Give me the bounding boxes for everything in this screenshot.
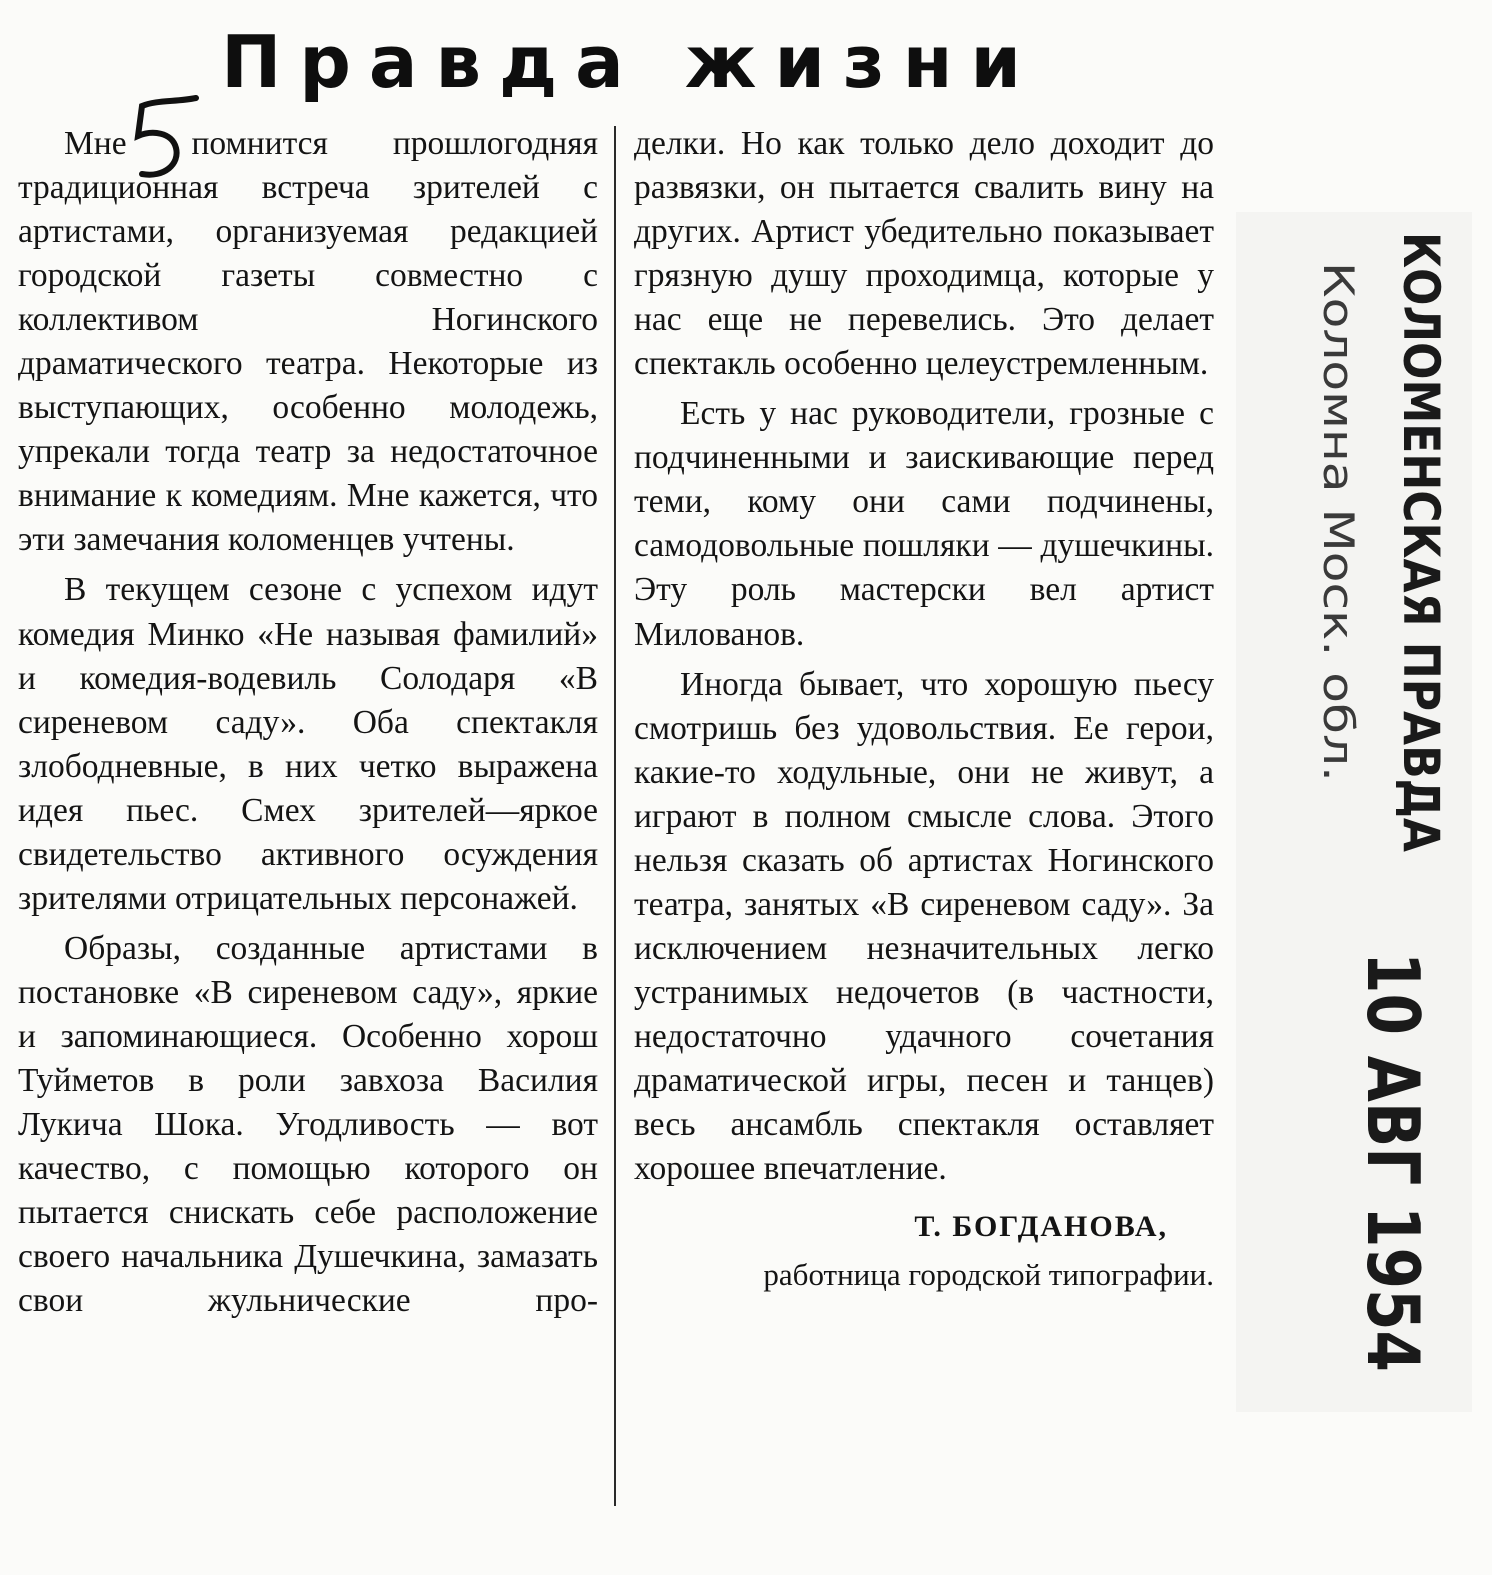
archive-stamp	[1236, 212, 1472, 1412]
paragraph: Иногда бывает, что хорошую пьесу смотришь без удовольствия. Ее герои, какие-то ходульные, они не живут, а играют в полном смысле слова. Этого нельзя сказать об артистах Ногинского театра, занятых «В сиреневом саду». За исключением незначительных легко устранимых недочетов (в частности, недостаточно удачного сочетания драматической игры, песен и танцев) весь ансамбль спектакля оставляет хорошее впечатление.	[634, 665, 1214, 1188]
headline: Правда жизни	[221, 20, 1039, 104]
paragraph: В текущем сезоне с успехом идут комедия Минко «Не называя фамилий» и комедия-водевиль Солодаря «В сиреневом саду». Оба спектакля злободневные, в них четко выражена идея пьес. Смех зрителей—яркое свидетельство активного осуждения зрителями отрицательных персонажей.	[18, 571, 598, 917]
paragraph: Мне помнится прошлогодняя традиционная встреча зрителей с артистами, организуемая редакцией городской газеты совместно с коллективом Ногинского драматического театра. Некоторые из выступающих, особенно молодежь, упрекали тогда театр за недостаточное внимание к комедиям. Мне кажется, что эти замечания коломенцев учтены.	[18, 125, 598, 559]
stamp-place: Коломна Моск. обл.	[1314, 262, 1363, 698]
signature	[634, 1205, 1214, 1297]
stamp-newspaper-name: КОЛОМЕНСКАЯ ПРАВДА	[1392, 232, 1450, 936]
stamp-date: 10 АВГ 1954	[1351, 952, 1435, 1412]
author-role: работница городской типографии.	[763, 1257, 1214, 1293]
article-column-1	[18, 122, 598, 1323]
paragraph: Есть у нас руководители, грозные с подчиненными и заискивающие перед теми, кому они сами подчинены, самодовольные пошляки — душечкины. Эту роль мастерски вел артист Милованов.	[634, 395, 1214, 653]
author-name: Т. БОГДАНОВА,	[914, 1210, 1168, 1244]
column-divider	[614, 126, 616, 1506]
paragraph: Образы, созданные артистами в постановке «В сиреневом саду», яркие и запоминающиеся. Особенно хорош Туйметов в роли завхоза Василия Лукича Шока. Угодливость — вот качество, с помощью которого он пытается снискать себе расположение своего начальника Душечкина, замазать свои жульнические про-	[18, 929, 598, 1320]
paragraph: делки. Но как только дело доходит до развязки, он пытается свалить вину на других. Артист убедительно показывает грязную душу проходимца, которые у нас еще не перевелись. Это делает спектакль особенно целеустремленным.	[634, 125, 1214, 383]
article-column-2	[634, 122, 1214, 1297]
